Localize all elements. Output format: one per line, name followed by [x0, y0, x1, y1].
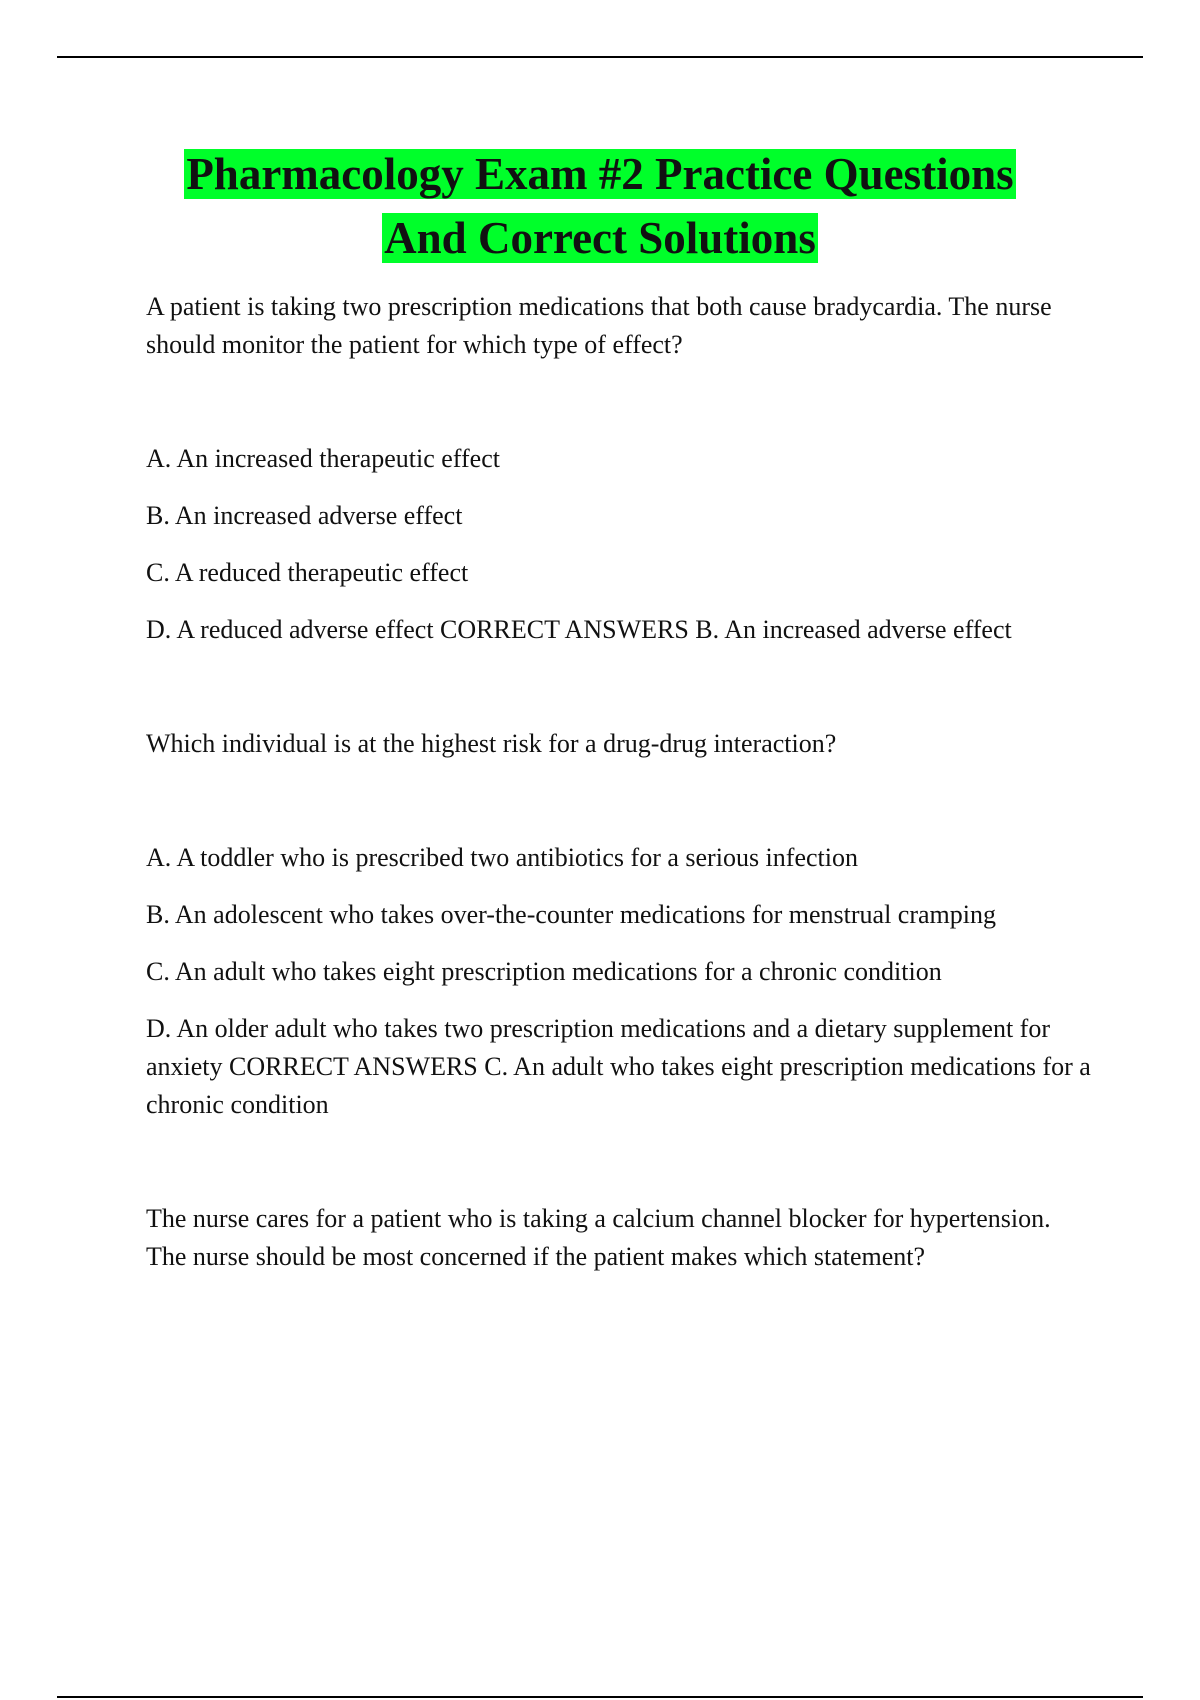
question-1-text: A patient is taking two prescription medications that both cause bradycardia. The nurse should monitor the patient for which type of effect? — [146, 292, 1052, 359]
question-3-text: The nurse cares for a patient who is taking a calcium channel blocker for hypertension. The nurse should be most concerned if the patient makes which statement? — [146, 1204, 1051, 1271]
title-line-1: Pharmacology Exam #2 Practice Questions — [186, 149, 1014, 199]
document-title — [0, 142, 1200, 270]
question-2-option-c: C. An adult who takes eight prescription medications for a chronic condition — [146, 957, 942, 986]
question-1-option-c: C. A reduced therapeutic effect — [146, 558, 469, 587]
bottom-rule — [57, 1696, 1143, 1698]
question-1-option-a: A. An increased therapeutic effect — [146, 444, 500, 473]
title-line-2: And Correct Solutions — [384, 213, 816, 263]
question-2-option-a: A. A toddler who is prescribed two antibiotics for a serious infection — [146, 843, 858, 872]
question-2-option-d: D. An older adult who takes two prescription medications and a dietary supplement for anxiety CORRECT ANSWERS C. An adult who takes eight prescription medications for a chronic condition — [146, 1014, 1091, 1119]
question-2-text: Which individual is at the highest risk for a drug-drug interaction? — [146, 729, 837, 758]
question-1-option-d: D. A reduced adverse effect CORRECT ANSWERS B. An increased adverse effect — [146, 615, 1012, 644]
question-2-option-b: B. An adolescent who takes over-the-counter medications for menstrual cramping — [146, 900, 996, 929]
top-rule — [57, 56, 1143, 58]
question-1-option-b: B. An increased adverse effect — [146, 501, 463, 530]
document-body — [146, 288, 1096, 1276]
